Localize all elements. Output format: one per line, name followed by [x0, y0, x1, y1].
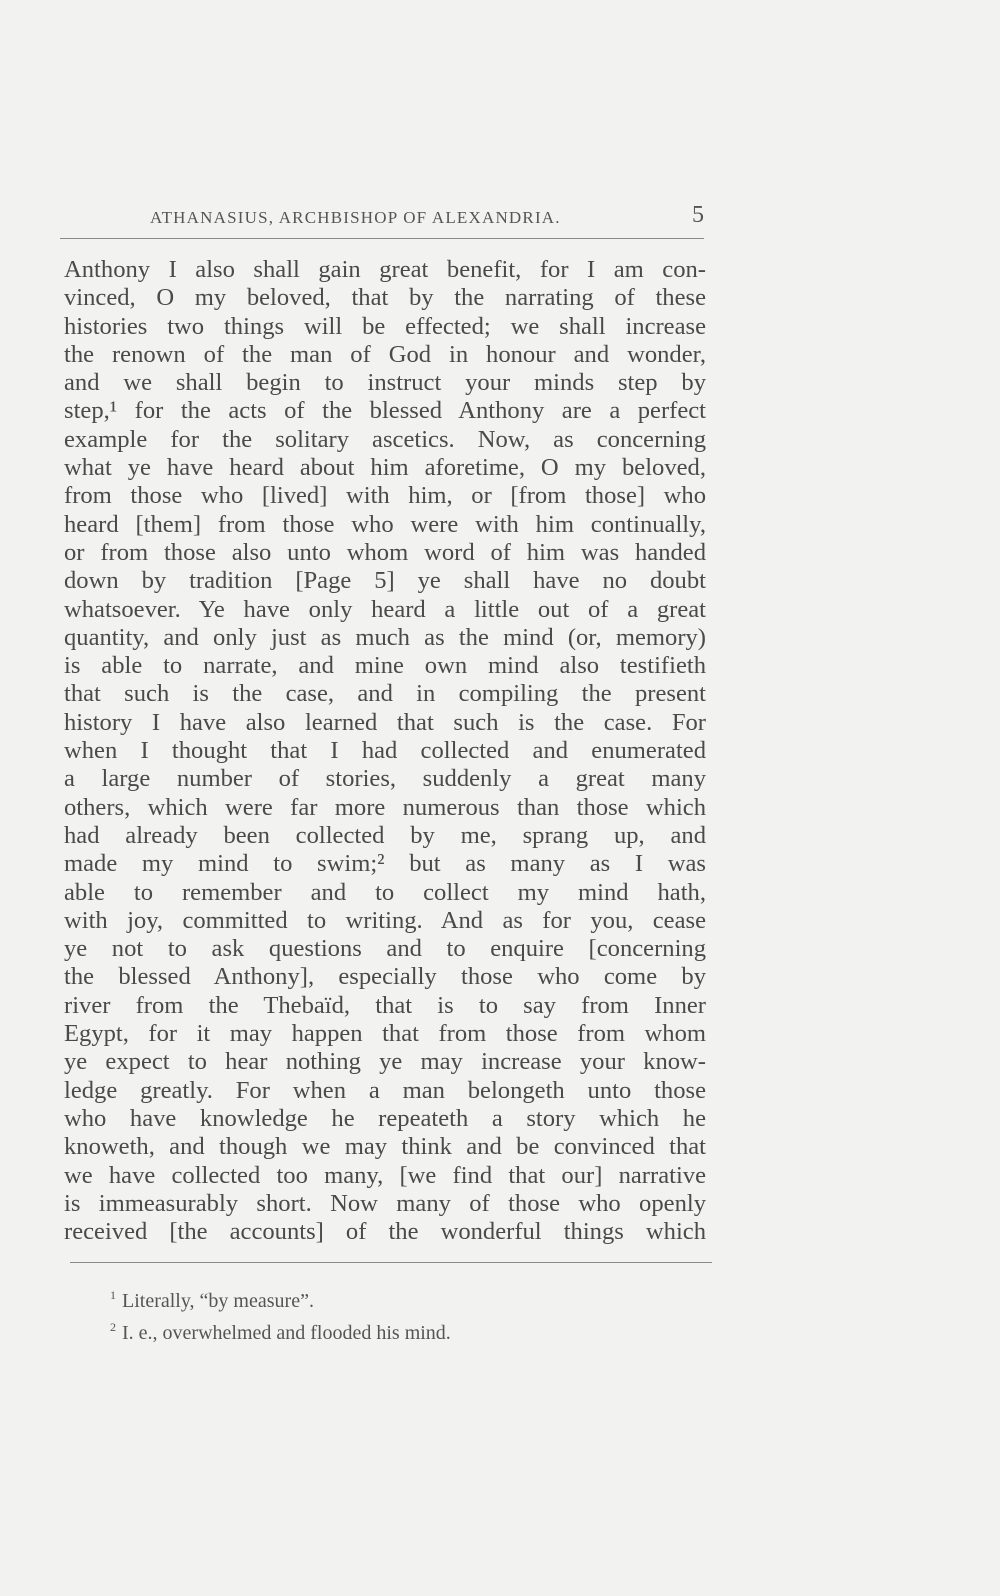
- text-line: is immeasurably short. Now many of those who openly: [64, 1189, 706, 1217]
- text-line: quantity, and only just as much as the mind (or, memory): [64, 623, 706, 651]
- text-line: received [the accounts] of the wonderful things which: [64, 1218, 706, 1246]
- footnote-text: I. e., overwhelmed and flooded his mind.: [122, 1322, 451, 1344]
- footnote-divider: [70, 1262, 712, 1263]
- footnote: [110, 1282, 451, 1314]
- text-line: made my mind to swim;² but as many as I was: [64, 850, 706, 878]
- footnote-marker: 2: [110, 1320, 116, 1334]
- text-line: Anthony I also shall gain great benefit, for I am con-: [64, 256, 706, 283]
- text-line: whatsoever. Ye have only heard a little out of a great: [64, 595, 706, 623]
- text-line: who have knowledge he repeateth a story which he: [64, 1104, 706, 1132]
- text-line: history I have also learned that such is the case. For: [64, 708, 706, 736]
- text-line: or from those also unto whom word of him was handed: [64, 538, 706, 566]
- text-line: with joy, committed to writing. And as for you, cease: [64, 906, 706, 934]
- text-line: down by tradition [Page 5] ye shall have no doubt: [64, 567, 706, 595]
- text-line: river from the Thebaïd, that is to say from Inner: [64, 991, 706, 1019]
- text-line: ledge greatly. For when a man belongeth unto those: [64, 1076, 706, 1104]
- text-line: we have collected too many, [we find that our] narrative: [64, 1161, 706, 1189]
- footnote: [110, 1314, 451, 1346]
- running-head: ATHANASIUS, ARCHBISHOP OF ALEXANDRIA.: [150, 208, 561, 227]
- footnote-marker: 1: [110, 1288, 116, 1302]
- text-line: when I thought that I had collected and enumerated: [64, 737, 706, 765]
- text-line: a large number of stories, suddenly a great many: [64, 765, 706, 793]
- text-line: that such is the case, and in compiling the present: [64, 680, 706, 708]
- page-header: [60, 202, 704, 239]
- text-line: others, which were far more numerous than those which: [64, 793, 706, 821]
- text-line: the renown of the man of God in honour and wonder,: [64, 340, 706, 368]
- text-line: from those who [lived] with him, or [from those] who: [64, 482, 706, 510]
- text-line: ye not to ask questions and to enquire [concerning: [64, 935, 706, 963]
- text-line: able to remember and to collect my mind hath,: [64, 878, 706, 906]
- text-line: vinced, O my beloved, that by the narrating of these: [64, 284, 706, 312]
- footnotes: [110, 1282, 451, 1346]
- text-line: Egypt, for it may happen that from those from whom: [64, 1020, 706, 1048]
- text-line: ye expect to hear nothing ye may increase your know-: [64, 1048, 706, 1076]
- text-line: histories two things will be effected; we shall increase: [64, 312, 706, 340]
- text-line: step,¹ for the acts of the blessed Anthony are a perfect: [64, 397, 706, 425]
- text-line: and we shall begin to instruct your minds step by: [64, 369, 706, 397]
- text-line: the blessed Anthony], especially those who come by: [64, 963, 706, 991]
- text-line: knoweth, and though we may think and be convinced that: [64, 1133, 706, 1161]
- footnote-text: Literally, “by measure”.: [122, 1290, 314, 1312]
- text-line: example for the solitary ascetics. Now, as concerning: [64, 425, 706, 453]
- text-line: what ye have heard about him aforetime, O my beloved,: [64, 454, 706, 482]
- page-number: 5: [692, 202, 704, 228]
- body-text: [64, 256, 706, 1246]
- text-line: had already been collected by me, sprang up, and: [64, 821, 706, 849]
- text-line: is able to narrate, and mine own mind also testifieth: [64, 652, 706, 680]
- text-line: heard [them] from those who were with him continually,: [64, 510, 706, 538]
